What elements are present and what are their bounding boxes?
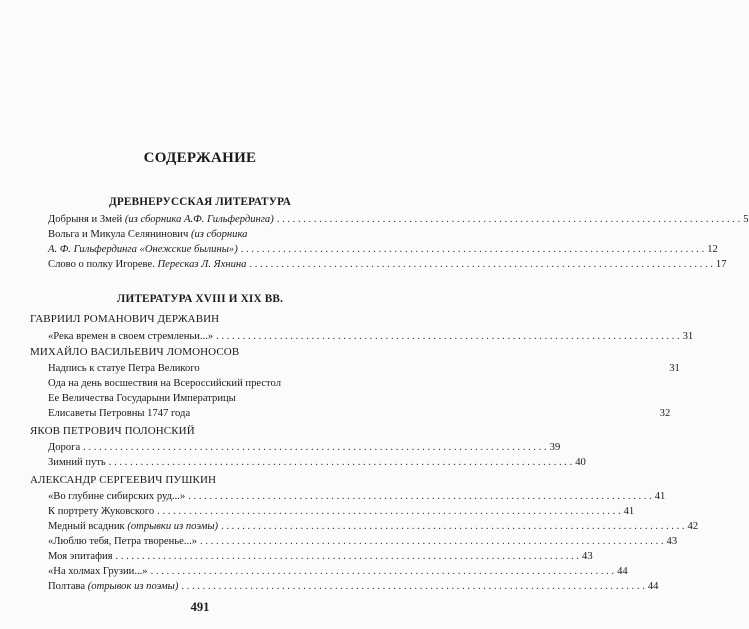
entry-note-continued: А. Ф. Гильфердинга «Онежские былины») bbox=[48, 244, 238, 255]
entry-title: Вольга и Микула Селянинович bbox=[48, 229, 189, 240]
toc-entry bbox=[48, 520, 699, 535]
entry-title: «Река времен в своем стремленьи...» bbox=[48, 331, 214, 342]
entry-page: 39 bbox=[549, 442, 561, 453]
toc-entry bbox=[48, 505, 635, 520]
section-heading-xviii-xix: ЛИТЕРАТУРА XVIII И XIX ВВ. bbox=[116, 293, 284, 305]
entry-page: 5 bbox=[743, 214, 749, 225]
entry-note: (из сборника А.Ф. Гильфердинга) bbox=[124, 214, 274, 225]
toc-entry bbox=[48, 580, 659, 595]
leader-dots bbox=[181, 580, 644, 595]
entry-title: «На холмах Грузии...» bbox=[48, 566, 148, 577]
toc-entry bbox=[48, 490, 666, 505]
entry-note: (из сборника bbox=[190, 229, 248, 240]
entry-page: 43 bbox=[666, 536, 678, 547]
leader-dots bbox=[216, 330, 679, 345]
toc-entry-line: Ее Величества Государыни Императрицы bbox=[48, 393, 236, 404]
leader-dots bbox=[221, 520, 684, 535]
entry-page: 42 bbox=[687, 521, 699, 532]
author-name: ЯКОВ ПЕТРОВИЧ ПОЛОНСКИЙ bbox=[30, 425, 195, 437]
toc-entry bbox=[48, 441, 561, 456]
toc-entry bbox=[48, 258, 727, 273]
author-name: МИХАЙЛО ВАСИЛЬЕВИЧ ЛОМОНОСОВ bbox=[30, 346, 240, 358]
entry-page: 43 bbox=[582, 551, 593, 562]
toc-entry bbox=[48, 550, 593, 565]
leader-dots bbox=[241, 243, 704, 258]
entry-note: Пересказ Л. Яхнина bbox=[157, 259, 247, 270]
leader-dots bbox=[83, 441, 546, 456]
entry-page: 17 bbox=[715, 259, 727, 270]
entry-page: 41 bbox=[623, 506, 635, 517]
toc-entry bbox=[48, 362, 680, 377]
author-name: ГАВРИИЛ РОМАНОВИЧ ДЕРЖАВИН bbox=[30, 313, 220, 325]
entry-note: (отрывок из поэмы) bbox=[87, 581, 179, 592]
entry-title: Моя эпитафия bbox=[48, 551, 113, 562]
leader-dots bbox=[249, 258, 712, 273]
page-title: СОДЕРЖАНИЕ bbox=[143, 150, 257, 166]
entry-title: «Люблю тебя, Петра творенье...» bbox=[48, 536, 198, 547]
entry-title: Дорога bbox=[48, 442, 81, 453]
entry-title: Медный всадник bbox=[48, 521, 125, 532]
author-name: АЛЕКСАНДР СЕРГЕЕВИЧ ПУШКИН bbox=[30, 474, 217, 486]
entry-title: К портрету Жуковского bbox=[48, 506, 155, 517]
entry-title: Полтава bbox=[48, 581, 86, 592]
entry-page: 31 bbox=[669, 363, 680, 374]
entry-page: 44 bbox=[617, 566, 628, 577]
entry-page: 41 bbox=[654, 491, 666, 502]
entry-title: Елисаветы Петровны 1747 года bbox=[48, 408, 191, 419]
leader-dots bbox=[200, 535, 663, 550]
toc-entry-line bbox=[48, 228, 368, 243]
entry-title: Добрыня и Змей bbox=[48, 214, 123, 225]
toc-entry bbox=[48, 535, 678, 550]
entry-page: 31 bbox=[682, 331, 694, 342]
leader-dots bbox=[157, 505, 620, 520]
toc-entry bbox=[48, 407, 671, 422]
section-heading-old-russian: ДРЕВНЕРУССКАЯ ЛИТЕРАТУРА bbox=[108, 196, 292, 208]
entry-page: 32 bbox=[659, 408, 671, 419]
entry-title: Слово о полку Игореве. bbox=[48, 259, 155, 270]
toc-entry bbox=[48, 456, 586, 471]
leader-dots bbox=[116, 550, 579, 565]
entry-title: Зимний путь bbox=[48, 457, 106, 468]
entry-page: 44 bbox=[647, 581, 659, 592]
leader-dots bbox=[151, 565, 614, 580]
leader-dots bbox=[188, 490, 651, 505]
entry-note: (отрывки из поэмы) bbox=[127, 521, 219, 532]
toc-entry bbox=[48, 330, 694, 345]
leader-dots bbox=[109, 456, 572, 471]
entry-page: 40 bbox=[575, 457, 586, 468]
entry-title: «Во глубине сибирских руд...» bbox=[48, 491, 186, 502]
page-number: 491 bbox=[190, 600, 210, 614]
entry-title: Надпись к статуе Петра Великого bbox=[48, 363, 200, 374]
toc-entry bbox=[48, 565, 628, 580]
entry-page: 12 bbox=[707, 244, 718, 255]
toc-entry-line: Ода на день восшествия на Всероссийский престол bbox=[48, 378, 281, 389]
leader-dots bbox=[277, 213, 740, 228]
toc-entry bbox=[48, 243, 718, 258]
toc-entry bbox=[48, 213, 749, 228]
